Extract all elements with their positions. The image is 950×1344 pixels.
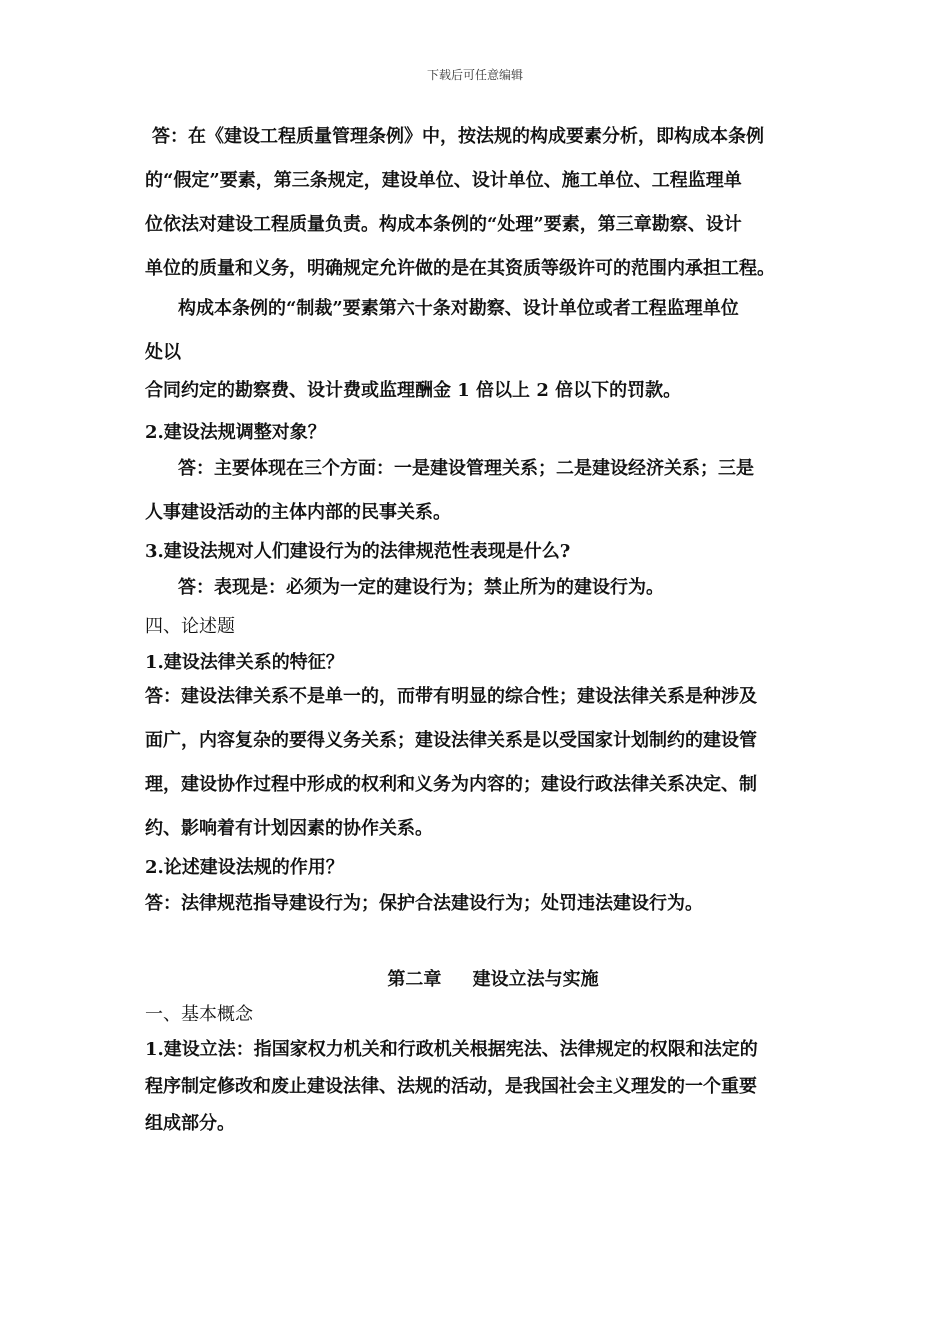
text-line: 答：法律规范指导建设行为；保护合法建设行为；处罚违法建设行为。 [145, 893, 703, 914]
question-heading: 3.建设法规对人们建设行为的法律规范性表现是什么? [145, 541, 571, 562]
question-heading: 2.建设法规调整对象？ [145, 422, 326, 443]
text-line: 的“假定”要素，第三条规定，建设单位、设计单位、施工单位、工程监理单 [145, 170, 742, 191]
text-line: 构成本条例的“制裁”要素第六十条对勘察、设计单位或者工程监理单位 [178, 298, 739, 319]
page-header: 下载后可任意编辑 [426, 68, 523, 82]
text-line: 答：表现是：必须为一定的建设行为；禁止所为的建设行为。 [178, 577, 664, 598]
text-line: 答：主要体现在三个方面：一是建设管理关系；二是建设经济关系；三是 [178, 458, 754, 479]
section-heading: 一、基本概念 [145, 1004, 253, 1025]
definition-line: 1.建设立法：指国家权力机关和行政机关根据宪法、法律规定的权限和法定的 [145, 1039, 758, 1060]
text-line: 约、影响着有计划因素的协作关系。 [145, 818, 433, 839]
text-line: 理，建设协作过程中形成的权利和义务为内容的；建设行政法律关系决定、制 [145, 774, 757, 795]
question-heading: 2.论述建设法规的作用？ [145, 857, 344, 878]
text-line: 面广，内容复杂的要得义务关系；建设法律关系是以受国家计划制约的建设管 [145, 730, 757, 751]
section-heading: 四、论述题 [145, 616, 235, 637]
text-line: 答：建设法律关系不是单一的，而带有明显的综合性；建设法律关系是种涉及 [145, 686, 757, 707]
text-line: 位依法对建设工程质量负责。构成本条例的“处理”要素，第三章勘察、设计 [145, 214, 742, 235]
chapter-title: 第二章 建设立法与实施 [387, 969, 599, 990]
text-line: 答：在《建设工程质量管理条例》中，按法规的构成要素分析，即构成本条例 [152, 126, 764, 147]
text-line: 程序制定修改和废止建设法律、法规的活动，是我国社会主义理发的一个重要 [145, 1076, 757, 1097]
text-line: 合同约定的勘察费、设计费或监理酬金 1 倍以上 2 倍以下的罚款。 [145, 380, 682, 401]
question-heading: 1.建设法律关系的特征？ [145, 652, 344, 673]
text-line: 组成部分。 [145, 1113, 235, 1134]
text-line: 处以 [145, 342, 181, 363]
text-line: 单位的质量和义务，明确规定允许做的是在其资质等级许可的范围内承担工程。 [145, 258, 775, 279]
text-line: 人事建设活动的主体内部的民事关系。 [145, 502, 451, 523]
